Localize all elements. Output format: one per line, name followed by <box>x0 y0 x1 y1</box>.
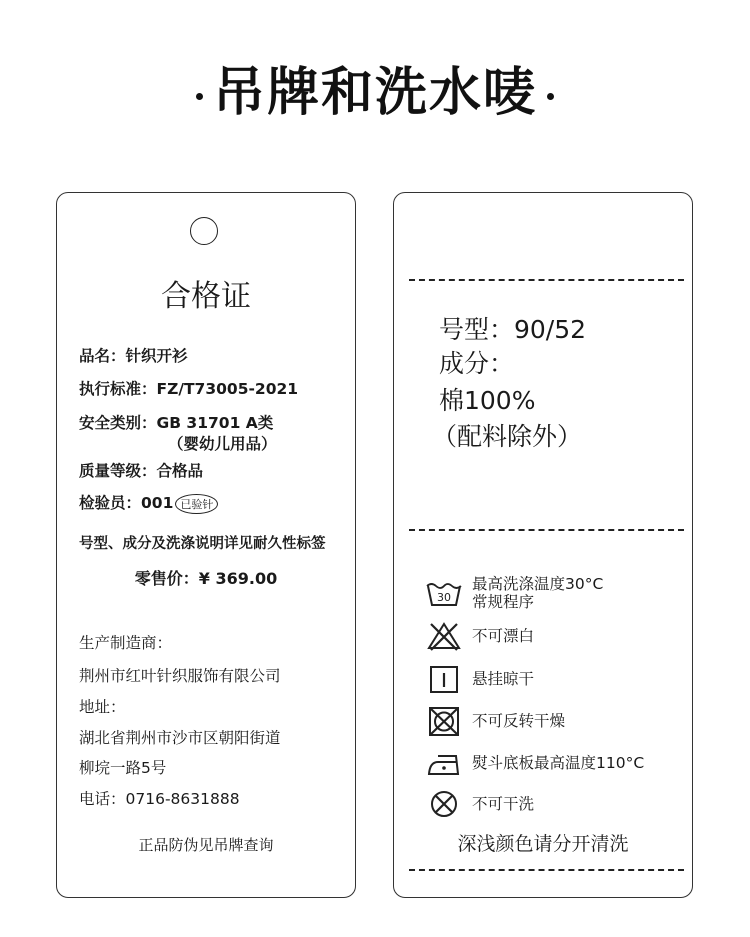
composition-value: 棉100% <box>439 386 536 415</box>
safety-category-note: （婴幼儿用品） <box>168 435 277 453</box>
needle-checked-stamp: 已验针 <box>175 494 218 514</box>
iron-icon <box>426 748 462 778</box>
no-dry-clean-icon <box>426 789 462 819</box>
wash-temp-text: 30 <box>437 591 451 604</box>
execution-standard: 执行标准：FZ/T73005-2021 <box>79 380 299 398</box>
title-dot-right <box>547 93 554 100</box>
wash-30-icon <box>426 578 462 608</box>
care-text-wash-temp: 最高洗涤温度30°C <box>472 575 604 593</box>
inspector <box>79 491 218 514</box>
quality-grade: 质量等级：合格品 <box>79 462 204 480</box>
care-instruction-iron <box>426 748 644 778</box>
care-text-no-dry-clean: 不可干洗 <box>472 795 535 813</box>
composition-label: 成分： <box>439 349 515 378</box>
inspector-text: 检验员：001 <box>79 494 174 512</box>
care-text-iron: 熨斗底板最高温度110°C <box>472 754 645 772</box>
product-name: 品名：针织开衫 <box>79 347 188 365</box>
care-instruction-bleach <box>426 621 534 651</box>
care-instruction-dry <box>426 664 534 694</box>
retail-price: 零售价：¥ 369.00 <box>134 569 278 588</box>
care-instruction-tumble <box>426 706 565 736</box>
phone-number: 电话：0716-8631888 <box>79 790 240 808</box>
title-dot-left <box>196 93 203 100</box>
page-title <box>0 50 750 125</box>
care-text-wash-program: 常规程序 <box>472 593 535 611</box>
care-instruction-dryclean <box>426 789 534 819</box>
line-dry-icon <box>426 664 462 694</box>
manufacturer-label: 生产制造商： <box>79 634 173 652</box>
address-label: 地址： <box>79 698 126 716</box>
care-label-card <box>393 192 693 898</box>
care-text-no-bleach: 不可漂白 <box>472 627 535 645</box>
color-wash-note: 深浅颜色请分开清洗 <box>457 833 629 855</box>
address-line-2: 柳垸一路5号 <box>79 759 167 777</box>
hang-hole-icon <box>190 217 218 245</box>
safety-category: 安全类别：GB 31701 A类 <box>79 414 274 432</box>
certificate-title: 合格证 <box>161 279 251 314</box>
no-bleach-icon <box>426 621 462 651</box>
care-text-line-dry: 悬挂晾干 <box>472 670 535 688</box>
hang-tag-card <box>56 192 356 898</box>
anti-counterfeit-note: 正品防伪见吊牌查询 <box>138 836 274 854</box>
dashed-divider <box>409 869 684 871</box>
manufacturer-name: 荆州市红叶针织服饰有限公司 <box>79 667 281 685</box>
no-tumble-dry-icon <box>426 706 462 736</box>
page-title-text: 吊牌和洗水唛 <box>212 63 537 123</box>
size-spec: 号型：90/52 <box>439 315 587 344</box>
care-text-no-tumble-dry: 不可反转干燥 <box>472 712 566 730</box>
care-instruction-wash <box>426 575 603 611</box>
dashed-divider <box>409 529 684 531</box>
care-reference: 号型、成分及洗涤说明详见耐久性标签 <box>79 536 326 552</box>
composition-note: （配料除外） <box>432 422 583 451</box>
dashed-divider <box>409 279 684 281</box>
address-line-1: 湖北省荆州市沙市区朝阳街道 <box>79 729 281 747</box>
